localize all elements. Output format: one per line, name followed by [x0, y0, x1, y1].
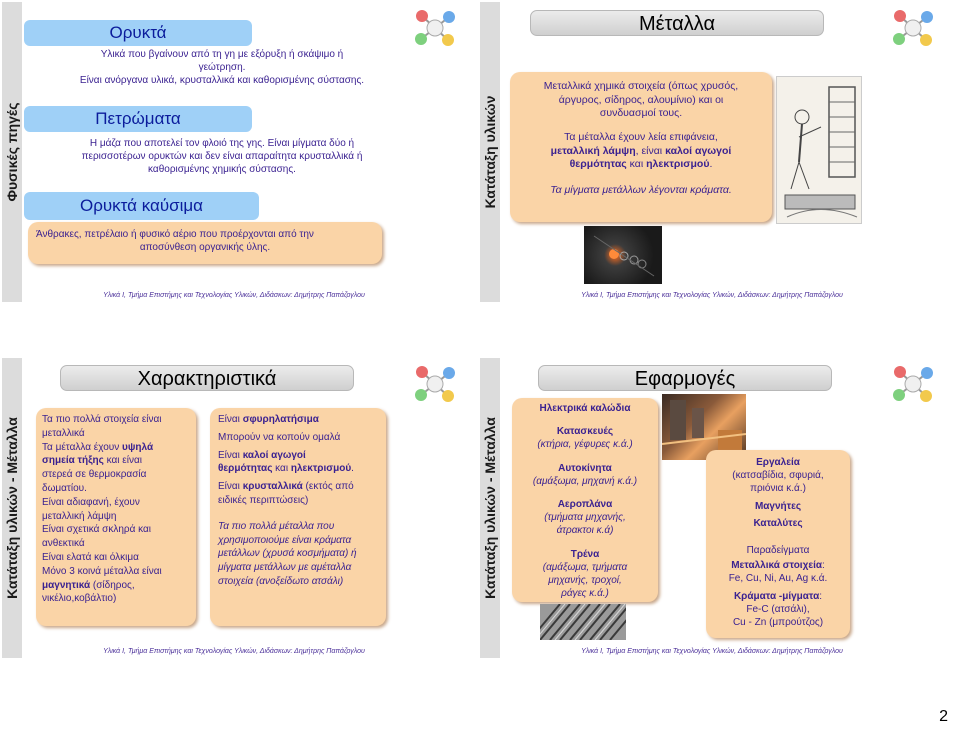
construction-title: Κατασκευές: [556, 426, 614, 438]
alloys-note: [218, 520, 378, 589]
rocks-title: [24, 106, 252, 132]
char-right-text: (εκτός από: [305, 481, 354, 493]
alloys-label: Κράματα -μίγματα: [733, 590, 820, 602]
applications-right-box: [706, 450, 850, 638]
trains-sub: (αμάξωμα, τμήματα: [542, 561, 628, 573]
char-left-line: Μόνο 3 κοινά μέταλλα είναι: [42, 565, 162, 577]
fuels-line-1: Άνθρακες, πετρέλαιο ή φυσικό αέριο που προέρχονται από την: [36, 229, 314, 240]
fuels-line-2: αποσύνθεση οργανικής ύλης.: [139, 242, 271, 253]
rocks-title-text: Πετρώματα: [95, 109, 181, 128]
good-conductors-text: καλοί αγωγοί: [665, 144, 732, 157]
tools-sub: (κατσαβίδια, σφυριά,: [732, 470, 824, 482]
rocks-line-3: καθορισμένης χημικής σύστασης.: [148, 164, 296, 175]
char-right-text: Είναι: [218, 449, 240, 461]
heat-text: θερμότητας: [569, 158, 627, 171]
sidebar-label: Κατάταξη υλικών - Μέταλλα: [482, 417, 498, 599]
char-left-line: Είναι σχετικά σκληρά και: [42, 524, 152, 536]
metals-p1-line-2: άργυρος, σίδηρος, αλουμίνιο) και οι: [558, 93, 724, 106]
char-left-line: μεταλλικά: [42, 427, 85, 439]
char-left-line: Είναι αδιαφανή, έχουν: [42, 496, 140, 508]
slide-sidebar: [480, 358, 500, 658]
char-left-line: στερεά σε θερμοκρασία: [42, 469, 147, 481]
slide-footer: Υλικά Ι, Τμήμα Επιστήμης και Τεχνολογίας Υλικών, Διδάσκων: Δημήτρης Παπάζογλου: [581, 292, 843, 299]
metals-p2-line-1: Τα μέταλλα έχουν λεία επιφάνεια,: [564, 130, 718, 143]
char-right-line: [218, 449, 378, 463]
alloys-label-line: [710, 590, 846, 603]
char-left-line: νικέλιο,κοβάλτιο): [42, 593, 117, 605]
molecule-logo-icon: [890, 362, 936, 406]
elements-label: Μεταλλικά στοιχεία: [731, 560, 823, 572]
colon-text: :: [819, 590, 823, 602]
slide-title: [60, 365, 354, 391]
alloys-item: Cu - Zn (μπρούτζος): [732, 616, 824, 628]
minerals-line-3: Είναι ανόργανα υλικά, κρυσταλλικά και καθορισμένης σύστασης.: [79, 75, 365, 86]
electricity-text: ηλεκτρισμού: [290, 463, 352, 475]
trains-title: Τρένα: [570, 548, 600, 560]
molecule-logo-icon: [412, 362, 458, 406]
slide-sidebar: [2, 2, 22, 302]
char-left-text: Τα μέταλλα έχουν: [42, 441, 120, 453]
cars-sub: (αμάξωμα, μηχανή κ.ά.): [532, 475, 638, 487]
slide-metals: [480, 2, 944, 302]
char-right-text: Είναι: [218, 414, 240, 425]
minerals-title-text: Ορυκτά: [109, 23, 167, 42]
magnets-text: Μαγνήτες: [754, 500, 802, 512]
rocks-line-1: Η μάζα που αποτελεί τον φλοιό της γης. Είναι μίγματα δύο ή: [89, 138, 355, 149]
alloys-sentence: Τα μίγματα μετάλλων λέγονται κράματα.: [550, 183, 732, 196]
slide-sidebar: [480, 2, 500, 302]
char-left-line: μεταλλική λάμψη: [42, 510, 117, 522]
metals-p2-line-2: [516, 145, 766, 159]
char-right-text: Είναι: [218, 481, 240, 493]
alloys-note-line: στοιχεία (ανοξείδωτο ατσάλι): [218, 575, 344, 587]
alloys-note-line: μίγματα μετάλλων με αμέταλλα: [218, 562, 352, 574]
char-left-text: (σίδηρος,: [92, 579, 135, 591]
construction-sub: (κτήρια, γέφυρες κ.ά.): [537, 439, 633, 451]
period-text: .: [351, 463, 354, 475]
slide-footer: Υλικά Ι, Τμήμα Επιστήμης και Τεχνολογίας Υλικών, Διδάσκων: Δημήτρης Παπάζογλου: [581, 648, 843, 655]
alloys-note-line: χρησιμοποιούμε είναι κράματα: [218, 534, 352, 546]
elements-list: Fe, Cu, Ni, Au, Ag κ.ά.: [728, 573, 828, 585]
characteristics-left-box: [36, 408, 196, 626]
molecule-logo-icon: [412, 6, 458, 50]
fuels-title-text: Ορυκτά καύσιμα: [79, 196, 204, 215]
char-left-line: δωματίου.: [42, 482, 87, 494]
sidebar-label: Φυσικές πηγές: [4, 102, 20, 202]
alloys-note-line: Τα πιο πολλά μέταλλα που: [218, 520, 335, 532]
tools-sub: πριόνια κ.ά.): [750, 483, 806, 495]
fuels-text-box: [28, 222, 382, 264]
tools-title: Εργαλεία: [756, 457, 800, 468]
slide-footer: Υλικά Ι, Τμήμα Επιστήμης και Τεχνολογίας Υλικών, Διδάσκων: Δημήτρης Παπάζογλου: [103, 292, 365, 299]
slide-title-text: Χαρακτηριστικά: [137, 368, 277, 390]
rocks-text: [42, 137, 402, 176]
cables-text: Ηλεκτρικά καλώδια: [539, 403, 631, 414]
char-left-line: [42, 579, 190, 593]
molten-metal-photo: [584, 226, 662, 284]
period-text: .: [709, 158, 713, 171]
slide-footer: Υλικά Ι, Τμήμα Επιστήμης και Τεχνολογίας Υλικών, Διδάσκων: Δημήτρης Παπάζογλου: [103, 648, 365, 655]
minerals-title: [24, 20, 252, 46]
planes-sub: άτρακτοι κ.ά): [556, 525, 614, 537]
char-right-line: [218, 480, 378, 494]
planes-sub: (τμήματα μηχανής,: [544, 512, 626, 524]
high-text: υψηλά: [122, 441, 154, 453]
metals-text-box: [510, 72, 772, 222]
cars-title: Αυτοκίνητα: [558, 462, 612, 474]
examples-heading: Παραδείγματα: [746, 544, 810, 556]
char-right-line: Μπορούν να κοπούν ομαλά: [218, 431, 341, 443]
slide-title-text: Εφαρμογές: [634, 368, 736, 390]
slide-characteristics: [2, 358, 466, 658]
sidebar-label: Κατάταξη υλικών: [482, 95, 498, 209]
elements-label-line: [710, 559, 846, 572]
malleable-text: σφυρηλατήσιμα: [242, 414, 319, 425]
magnetic-text: μαγνητικά: [42, 579, 91, 591]
good-conductors-text: καλοί αγωγοί: [242, 449, 306, 461]
char-left-line: ανθεκτικά: [42, 538, 85, 550]
char-left-line: Είναι ελατά και όλκιμα: [42, 551, 139, 563]
slide-applications: [480, 358, 944, 658]
sidebar-label: Κατάταξη υλικών - Μέταλλα: [4, 417, 20, 599]
metals-p1-line-1: Μεταλλικά χημικά στοιχεία (όπως χρυσός,: [543, 80, 739, 92]
metals-p2-sep: , είναι: [635, 144, 663, 157]
electricity-text: ηλεκτρισμού: [646, 158, 710, 171]
metals-p1-line-3: συνδυασμοί τους.: [599, 107, 683, 120]
char-left-line: [42, 454, 190, 468]
char-right-line: [218, 413, 378, 427]
slide-title: [538, 365, 832, 391]
metallic-luster-text: μεταλλική λάμψη: [550, 144, 636, 157]
alloys-note-line: μετάλλων (χρυσά κοσμήματα) ή: [218, 548, 357, 560]
minerals-line-1: Υλικά που βγαίνουν από τη γη με εξόρυξη ή σκάψιμο ή: [100, 49, 344, 60]
fuels-title: [24, 192, 259, 220]
colon-text: :: [822, 560, 825, 572]
molecule-logo-icon: [890, 6, 936, 50]
trains-sub: μηχανής, τροχοί,: [548, 574, 622, 586]
heat-text: θερμότητας: [218, 463, 273, 475]
slide-sidebar: [2, 358, 22, 658]
applications-left-box: [512, 398, 658, 602]
and-text: και: [629, 158, 644, 171]
melting-points-text: σημεία τήξης: [42, 455, 104, 467]
and-text: και: [275, 463, 289, 475]
blacksmith-engraving-image: [776, 76, 862, 224]
slide-natural-sources: [2, 2, 466, 302]
char-left-text: και είναι: [106, 455, 142, 467]
steel-wire-rope-photo: [540, 604, 626, 640]
metals-p2-line-3: [516, 158, 766, 172]
rocks-line-2: περισσοτέρων ορυκτών και δεν είναι απαραίτητα κρυσταλλικά ή: [81, 151, 363, 162]
planes-title: Αεροπλάνα: [557, 498, 613, 510]
char-left-line: Τα πιο πολλά στοιχεία είναι: [42, 414, 162, 425]
char-right-line: [218, 462, 378, 476]
slide-title-text: Μέταλλα: [638, 13, 715, 35]
trains-sub: ράγες κ.ά.): [561, 588, 609, 600]
minerals-line-2: γεώτρηση.: [198, 62, 246, 73]
char-right-line: ειδικές περιπτώσεις): [218, 494, 309, 506]
page-number: 2: [939, 708, 948, 725]
alloys-item: Fe-C (ατσάλι),: [746, 603, 810, 615]
characteristics-right-box: [210, 408, 386, 626]
minerals-text: [42, 48, 402, 87]
slide-title: [530, 10, 824, 36]
catalysts-text: Καταλύτες: [753, 517, 803, 529]
char-left-line: [42, 441, 190, 455]
crystalline-text: κρυσταλλικά: [242, 481, 303, 493]
